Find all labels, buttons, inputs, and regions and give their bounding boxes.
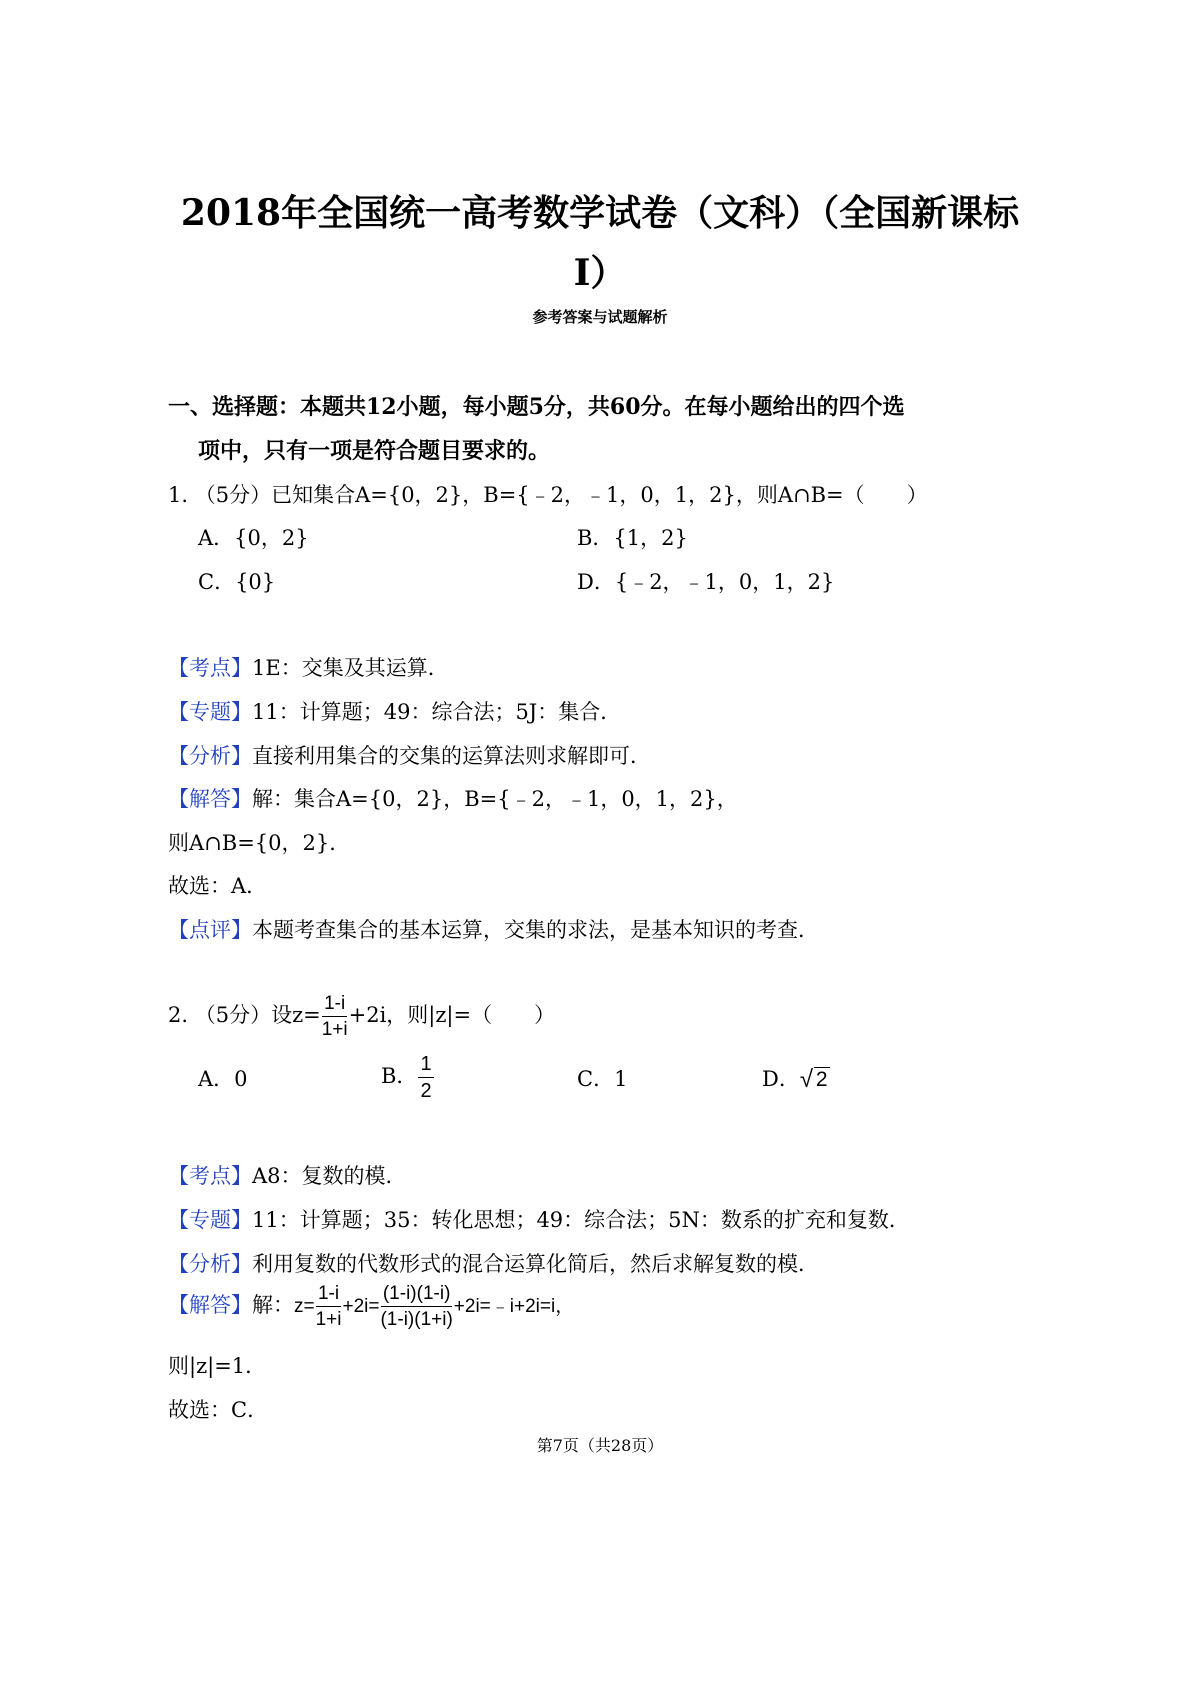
q2-solution-numerator-1: 1-i [316,1284,341,1307]
q2-option-d-label: D． [762,1067,800,1091]
q2-kaodian-text: A8：复数的模． [252,1164,407,1188]
q1-solution-step-2: 则A∩B={0，2}． [168,831,351,855]
q2-option-b-denominator: 2 [420,1080,432,1102]
q2-option-d-radicand: 2 [815,1068,828,1091]
square-root-icon: √ [799,1066,814,1093]
question-2-option-b [381,1054,435,1101]
question-2-option-a: A．0 [198,1067,248,1091]
q2-solution-fraction-1 [316,1284,342,1329]
q2-solution-numerator-2: (1-i)(1-i) [381,1284,453,1307]
q2-stem-suffix: +2i，则|z|=（ ） [348,1003,556,1027]
question-1-option-b: B．{1，2} [577,526,688,550]
q2-jieda-prefix: 解： [252,1293,294,1317]
q1-fenxi-row [168,740,651,770]
q2-solution-z: z= [294,1296,315,1317]
q2-fraction-numerator: 1-i [322,994,347,1017]
q2-solution-step-2: 则|z|=1． [168,1354,267,1378]
q1-kaodian-row [168,652,449,682]
q2-zhuanti-row [168,1204,910,1234]
section-heading-line-2: 项中，只有一项是符合题目要求的。 [198,438,551,464]
section-heading-line-1: 一、选择题：本题共12小题，每小题5分，共60分。在每小题给出的四个选 [168,394,905,420]
q1-dianping-row [168,914,819,944]
q2-solution-denominator-2: (1-i)(1+i) [380,1309,453,1330]
question-2-option-d [762,1063,830,1093]
q2-zhuanti-text: 11：计算题；35：转化思想；49：综合法；5N：数系的扩充和复数． [252,1208,910,1232]
q2-zhuanti-tag: 【专题】 [168,1208,252,1232]
q2-solution-mid: +2i= [342,1296,380,1317]
q1-kaodian-tag: 【考点】 [168,656,252,680]
page-subtitle: 参考答案与试题解析 [532,308,668,326]
q2-fraction [322,994,348,1039]
q1-zhuanti-tag: 【专题】 [168,700,252,724]
q1-zhuanti-text: 11：计算题；49：综合法；5J：集合． [252,700,622,724]
question-2-stem [168,994,555,1039]
q1-jieda-row [168,783,738,813]
q1-dianping-text: 本题考查集合的基本运算，交集的求法，是基本知识的考查． [252,918,819,942]
q2-jieda-row [168,1284,574,1329]
q2-fraction-denominator: 1+i [321,1019,348,1040]
q2-solution-fraction-2 [380,1284,452,1329]
question-1-option-a: A．{0，2} [198,526,309,550]
q1-jieda-text: 解：集合A={0，2}，B={﹣2，﹣1，0，1，2}， [252,787,738,811]
q2-kaodian-tag: 【考点】 [168,1164,252,1188]
page-title-line-2: Ⅰ） [573,252,627,294]
q2-option-b-fraction [418,1054,433,1101]
q2-option-b-numerator: 1 [418,1054,433,1078]
q1-fenxi-text: 直接利用集合的交集的运算法则求解即可． [252,744,651,768]
q2-fenxi-text: 利用复数的代数形式的混合运算化简后，然后求解复数的模． [252,1252,819,1276]
q2-solution-denominator-1: 1+i [315,1309,342,1330]
question-2-option-c: C．1 [577,1067,628,1091]
q2-answer: 故选：C． [168,1398,269,1422]
page-footer: 第7页（共28页） [536,1436,664,1455]
q1-zhuanti-row [168,696,621,726]
page-title-line-1: 2018年全国统一高考数学试卷（文科）（全国新课标 [180,192,1020,234]
question-1-option-c: C．{0} [198,570,276,594]
q2-fenxi-tag: 【分析】 [168,1252,252,1276]
q1-fenxi-tag: 【分析】 [168,744,252,768]
q1-jieda-tag: 【解答】 [168,787,252,811]
q2-jieda-tag: 【解答】 [168,1293,252,1317]
q1-dianping-tag: 【点评】 [168,918,252,942]
question-1-option-d: D．{﹣2，﹣1，0，1，2} [577,570,835,594]
q2-kaodian-row [168,1160,407,1190]
q2-option-b-label: B． [381,1064,418,1088]
question-1-stem: 1. （5分）已知集合A={0，2}，B={﹣2，﹣1，0，1，2}，则A∩B=（ ） [168,483,928,507]
q2-stem-prefix: 2. （5分）设z= [168,1003,321,1027]
q1-kaodian-text: 1E：交集及其运算． [252,656,449,680]
q2-solution-end: +2i=﹣i+2i=i， [453,1296,575,1317]
q2-option-d-sqrt [800,1068,830,1092]
q2-fenxi-row [168,1248,819,1278]
q1-answer: 故选：A． [168,874,268,898]
